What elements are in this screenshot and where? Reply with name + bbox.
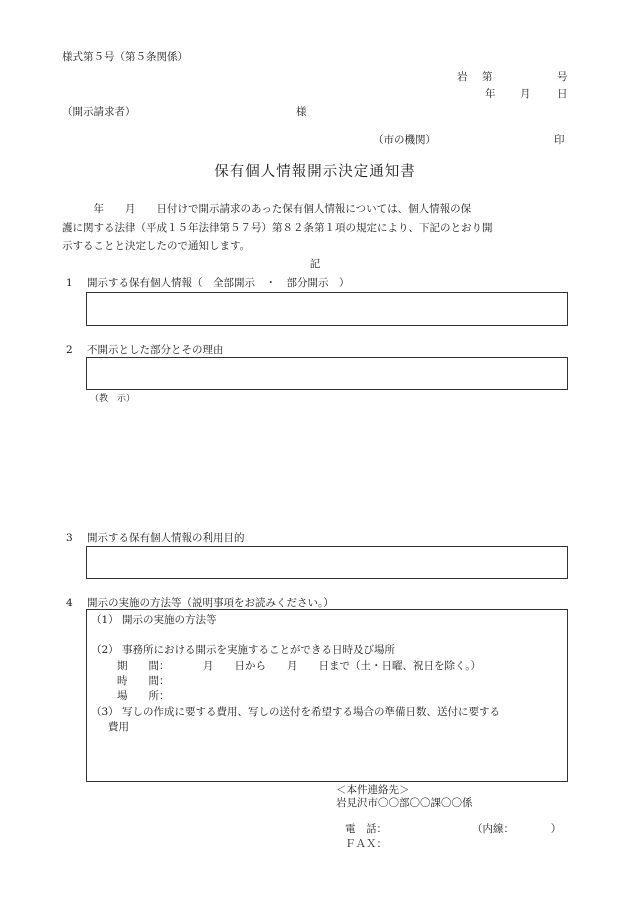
form-number: 様式第５号（第５条関係）	[62, 51, 188, 63]
contact-heading: ＜本件連絡先＞	[336, 784, 410, 796]
ref-go: 号	[557, 71, 568, 83]
date-month: 月	[520, 88, 531, 100]
requester-honorific: 様	[296, 106, 307, 118]
section-1-box	[86, 292, 568, 326]
document-title: 保有個人情報開示決定通知書	[214, 164, 416, 180]
time-label: 時 間：	[117, 675, 170, 687]
section-3-box	[86, 546, 568, 579]
section-3-number: 3	[66, 532, 73, 544]
contact-tel-label: 電 話：	[345, 823, 387, 835]
agency-label: （市の機関）	[373, 134, 436, 146]
contact-dept: 岩見沢市〇〇部〇〇課〇〇係	[336, 797, 473, 809]
method-item-1: （1） 開示の実施の方法等	[91, 614, 217, 626]
contact-fax-label: ＦＡＸ：	[345, 838, 387, 850]
method-item-2: （2） 事務所における開示を実施することができる日時及び場所	[91, 644, 396, 656]
body-line-3: 示することと決定したので通知します。	[62, 240, 251, 252]
section-4-number: 4	[66, 597, 73, 609]
section-2-number: 2	[66, 344, 73, 356]
section-4-label: 開示の実施の方法等（説明事項をお読みください。）	[87, 597, 334, 609]
period-label: 期 間：	[117, 660, 170, 672]
body-line-2: 護に関する法律（平成１５年法律第５７号）第８２条第１項の規定により、下記のとおり開	[62, 222, 493, 234]
period-value: 月 日から 月 日まで（土・日曜、祝日を除く。）	[203, 660, 482, 672]
ki-heading: 記	[309, 258, 321, 270]
section-2-label: 不開示とした部分とその理由	[87, 344, 224, 356]
section-1-number: 1	[66, 277, 73, 289]
date-day: 日	[557, 88, 568, 100]
section-2-box	[86, 357, 568, 390]
body-line-1: 年 月 日付けで開示請求のあった保有個人情報については、個人情報の保	[62, 203, 472, 215]
method-item-3-line-2: 費用	[108, 721, 129, 733]
date-year: 年	[485, 88, 496, 100]
method-item-3-line-1: （3） 写しの作成に要する費用、写しの送付を希望する場合の準備日数、送付に要する	[91, 706, 501, 718]
section-1-label: 開示する保有個人情報（ 全部開示 ・ 部分開示 ）	[87, 277, 350, 289]
section-2-note: （教 示）	[90, 394, 136, 404]
seal-mark: 印	[554, 134, 565, 146]
requester-label: （開示請求者）	[62, 106, 136, 118]
ref-dai: 第	[482, 71, 493, 83]
section-3-label: 開示する保有個人情報の利用目的	[87, 532, 245, 544]
place-label: 場 所：	[117, 690, 170, 702]
ref-iwa: 岩	[457, 71, 468, 83]
contact-extension: （内線： ）	[472, 823, 562, 835]
